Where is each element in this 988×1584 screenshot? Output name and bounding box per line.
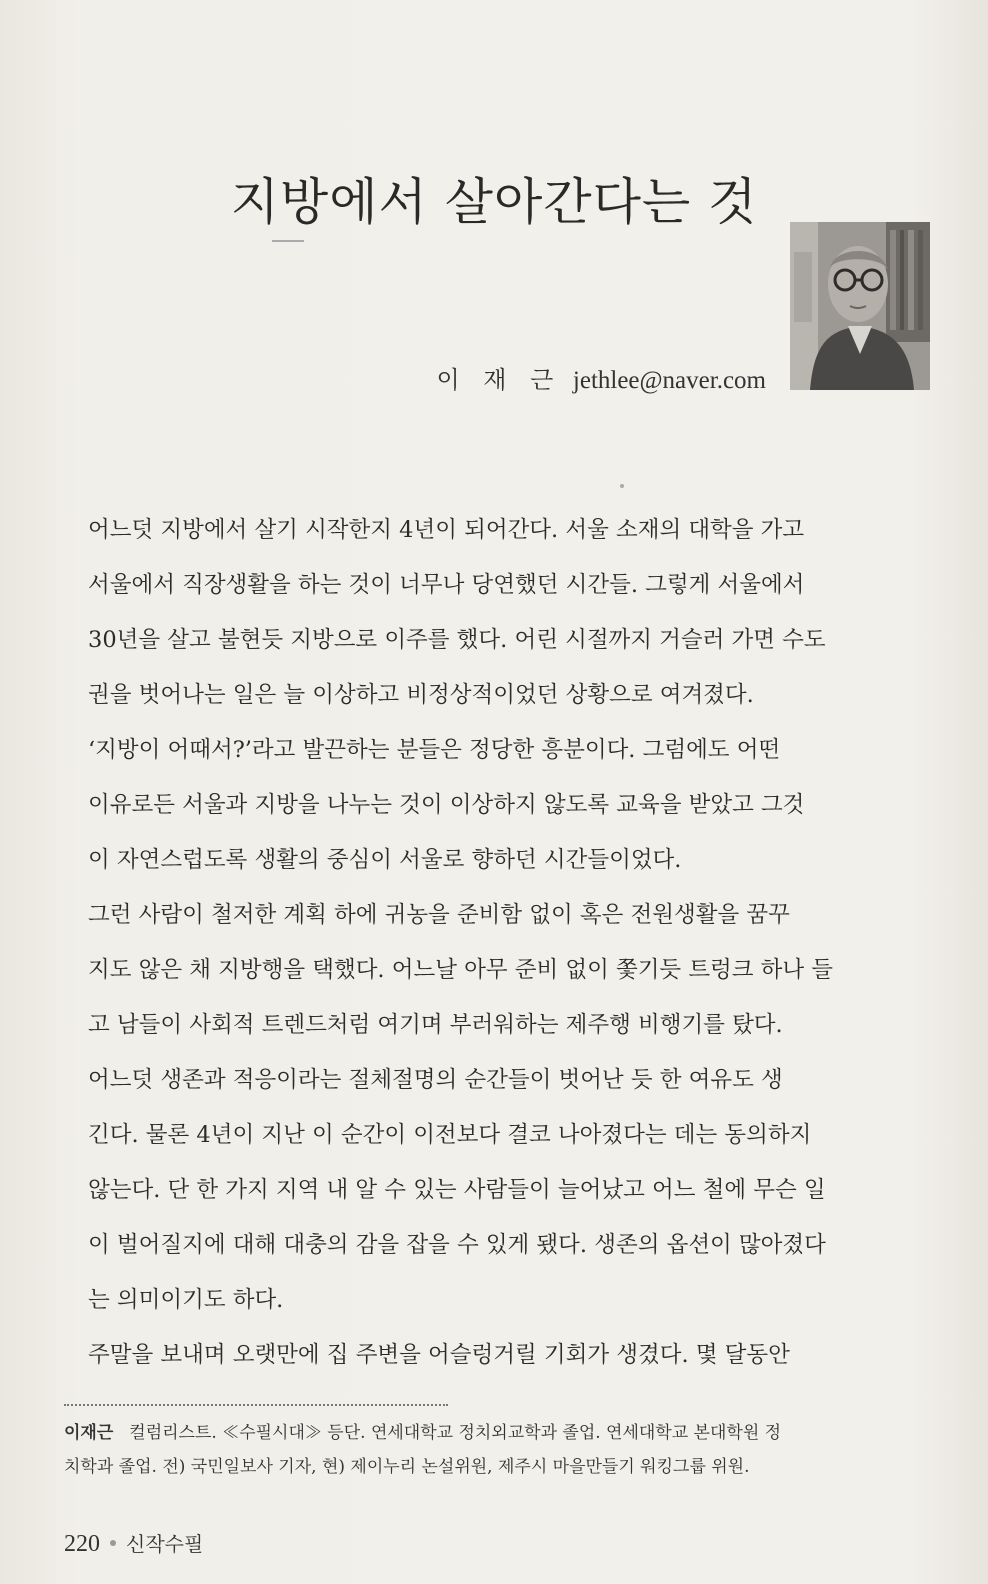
text-line: 어느덧 생존과 적응이라는 절체절명의 순간들이 벗어난 듯 한 여유도 생 xyxy=(88,1067,783,1093)
paragraph xyxy=(64,888,934,1053)
page-footer xyxy=(64,1528,203,1558)
magazine-name: 신작수필 xyxy=(126,1532,204,1556)
text-line: 이 벌어질지에 대해 대충의 감을 잡을 수 있게 됐다. 생존의 옵션이 많아졌다 xyxy=(88,1232,826,1258)
footnote-line xyxy=(64,1416,934,1450)
author-email: jethlee@naver.com xyxy=(572,367,766,394)
text-line: 않는다. 단 한 가지 지역 내 알 수 있는 사람들이 늘어났고 어느 철에 무슨 일 xyxy=(88,1177,826,1203)
text-line: 그런 사람이 철저한 계획 하에 귀농을 준비함 없이 혹은 전원생활을 꿈꾸 xyxy=(88,902,790,928)
author-photo xyxy=(790,222,930,390)
text-line: 서울에서 직장생활을 하는 것이 너무나 당연했던 시간들. 그렇게 서울에서 xyxy=(88,572,805,598)
text-line: 주말을 보내며 오랫만에 집 주변을 어슬렁거릴 기회가 생겼다. 몇 달동안 xyxy=(88,1342,790,1368)
paragraph xyxy=(64,723,934,888)
paragraph xyxy=(64,1328,934,1383)
footnote-author-name: 이재근 xyxy=(64,1423,114,1443)
print-speck xyxy=(620,484,624,488)
footnote-text: 컬럼리스트. ≪수필시대≫ 등단. 연세대학교 정치외교학과 졸업. 연세대학교 본대학원 정 xyxy=(129,1423,782,1443)
author-name: 이 재 근 xyxy=(436,366,562,394)
text-line: 권을 벗어나는 일은 늘 이상하고 비정상적이었던 상황으로 여겨졌다. xyxy=(88,682,754,708)
footnote-line: 치학과 졸업. 전) 국민일보사 기자, 현) 제이누리 논설위원, 제주시 마을만들기 워킹그룹 위원. xyxy=(64,1457,750,1477)
paragraph xyxy=(64,503,934,723)
text-line: 이유로든 서울과 지방을 나누는 것이 이상하지 않도록 교육을 받았고 그것 xyxy=(88,792,805,818)
author-byline xyxy=(436,360,766,395)
author-footnote xyxy=(64,1416,934,1484)
page-number: 220 xyxy=(64,1531,100,1557)
text-line: ‘지방이 어때서?’라고 발끈하는 분들은 정당한 흥분이다. 그럼에도 어떤 xyxy=(88,737,781,763)
text-line: 는 의미이기도 하다. xyxy=(88,1287,284,1313)
footnote-divider xyxy=(64,1404,448,1406)
article-title: 지방에서 살아간다는 것 xyxy=(230,172,758,231)
text-line: 어느덧 지방에서 살기 시작한지 4년이 되어간다. 서울 소재의 대학을 가고 xyxy=(88,517,805,543)
article-body xyxy=(64,503,934,1383)
text-line: 30년을 살고 불현듯 지방으로 이주를 했다. 어린 시절까지 거슬러 가면 수도 xyxy=(88,627,826,653)
author-portrait-image xyxy=(790,222,930,390)
bullet-icon xyxy=(110,1540,116,1546)
text-line: 긴다. 물론 4년이 지난 이 순간이 이전보다 결코 나아졌다는 데는 동의하지 xyxy=(88,1122,812,1148)
text-line: 고 남들이 사회적 트렌드처럼 여기며 부러워하는 제주행 비행기를 탔다. xyxy=(88,1012,783,1038)
print-speck xyxy=(272,240,304,242)
paragraph xyxy=(64,1053,934,1328)
text-line: 이 자연스럽도록 생활의 중심이 서울로 향하던 시간들이었다. xyxy=(88,847,682,873)
text-line: 지도 않은 채 지방행을 택했다. 어느날 아무 준비 없이 쫓기듯 트렁크 하나 들 xyxy=(88,957,834,983)
